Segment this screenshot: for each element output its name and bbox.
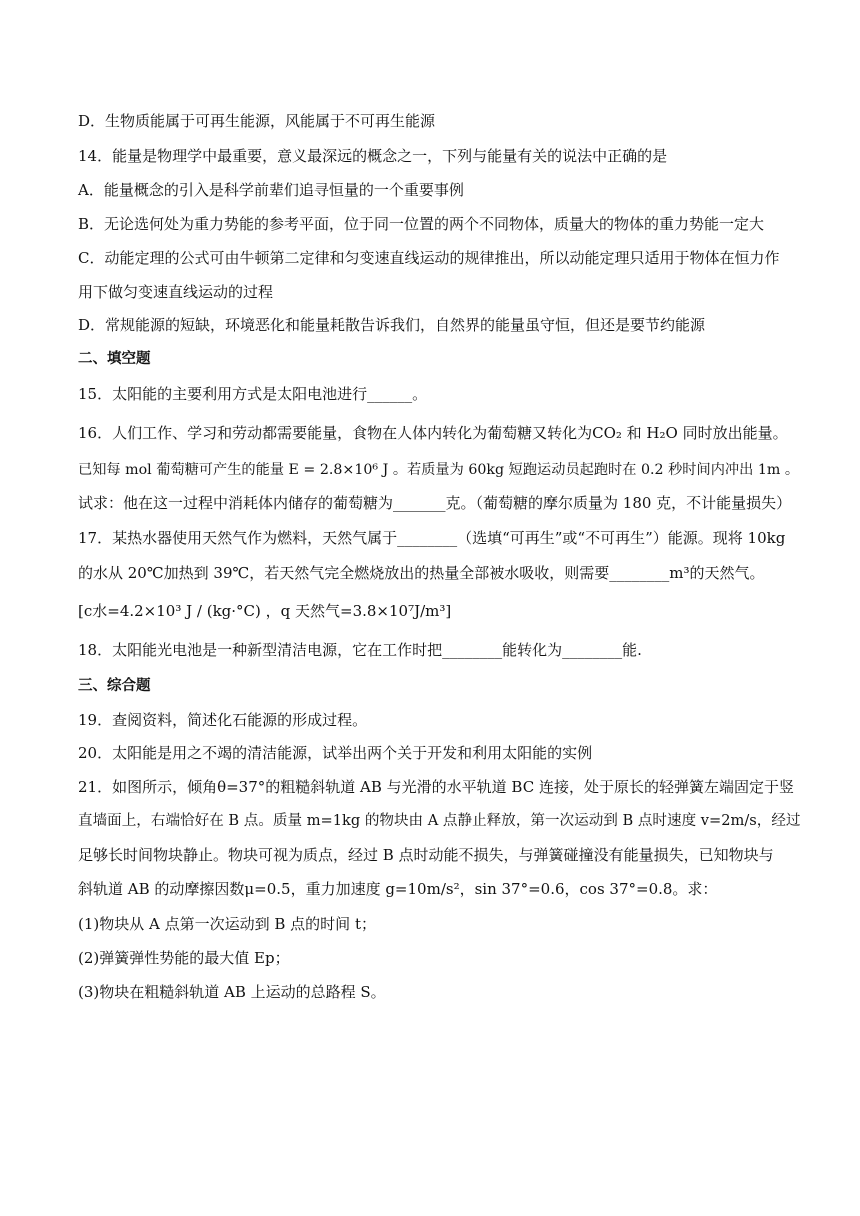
question-14: 14．能量是物理学中最重要，意义最深远的概念之一，下列与能量有关的说法中正确的是: [78, 147, 668, 165]
question-21-part2: (2)弹簧弹性势能的最大值 Ep；: [78, 949, 290, 967]
section-heading-comprehensive: 三、综合题: [78, 678, 151, 694]
question-16-line2: 已知每 mol 葡萄糖可产生的能量 E = 2.8×10⁶ J 。若质量为 60kg 短跑运动员起跑时在 0.2 秒时间内冲出 1m 。: [78, 462, 800, 478]
option-c-q14-line2: 用下做匀变速直线运动的过程: [78, 283, 274, 301]
question-20: 20．太阳能是用之不竭的清洁能源，试举出两个关于开发和利用太阳能的实例: [78, 744, 593, 762]
option-d-q14: D．常规能源的短缺，环境恶化和能量耗散告诉我们，自然界的能量虽守恒，但还是要节约能源: [78, 316, 706, 334]
question-16-line1: 16．人们工作、学习和劳动都需要能量，食物在人体内转化为葡萄糖又转化为CO₂ 和 H₂O 同时放出能量。: [78, 424, 788, 442]
question-16-line3: 试求：他在这一过程中消耗体内储存的葡萄糖为_______克。（葡萄糖的摩尔质量为 180 克，不计能量损失）: [78, 494, 792, 512]
question-15: 15．太阳能的主要利用方式是太阳电池进行______。: [78, 385, 428, 403]
question-17-line2: 的水从 20℃加热到 39℃，若天然气完全燃烧放出的热量全部被水吸收，则需要________m³的天然气。: [78, 564, 765, 582]
option-c-q14-line1: C．动能定理的公式可由牛顿第二定律和匀变速直线运动的规律推出，所以动能定理只适用于物体在恒力作: [78, 249, 780, 267]
option-d-q13: D．生物质能属于可再生能源，风能属于不可再生能源: [78, 112, 436, 130]
question-19: 19．查阅资料，简述化石能源的形成过程。: [78, 711, 368, 729]
question-21-part3: (3)物块在粗糙斜轨道 AB 上运动的总路程 S。: [78, 983, 386, 1001]
question-21-part1: (1)物块从 A 点第一次运动到 B 点的时间 t；: [78, 915, 376, 933]
section-heading-fill-in: 二、填空题: [78, 351, 151, 367]
question-21-line4: 斜轨道 AB 的动摩擦因数μ=0.5，重力加速度 g=10m/s²，sin 37°=0.6，cos 37°=0.8。求：: [78, 880, 718, 898]
question-18: 18．太阳能光电池是一种新型清洁电源，它在工作时把________能转化为________能.: [78, 641, 642, 659]
question-17-constants: [c水=4.2×10³ J / (kg·°C) ，q 天然气=3.8×10⁷J/m³]: [78, 602, 452, 620]
option-b-q14: B．无论选何处为重力势能的参考平面，位于同一位置的两个不同物体，质量大的物体的重力势能一定大: [78, 215, 765, 233]
question-21-line1: 21．如图所示，倾角θ=37°的粗糙斜轨道 AB 与光滑的水平轨道 BC 连接，处于原长的轻弹簧左端固定于竖: [78, 778, 794, 796]
question-21-line3: 足够长时间物块静止。物块可视为质点，经过 B 点时动能不损失，与弹簧碰撞没有能量损失，已知物块与: [78, 846, 774, 864]
question-21-line2: 直墙面上，右端恰好在 B 点。质量 m=1kg 的物块由 A 点静止释放，第一次运动到 B 点时速度 v=2m/s，经过: [78, 812, 801, 829]
question-17-line1: 17．某热水器使用天然气作为燃料，天然气属于________（选填“可再生”或“不可再生”）能源。现将 10kg: [78, 529, 786, 547]
option-a-q14: A．能量概念的引入是科学前辈们追寻恒量的一个重要事例: [78, 181, 464, 199]
